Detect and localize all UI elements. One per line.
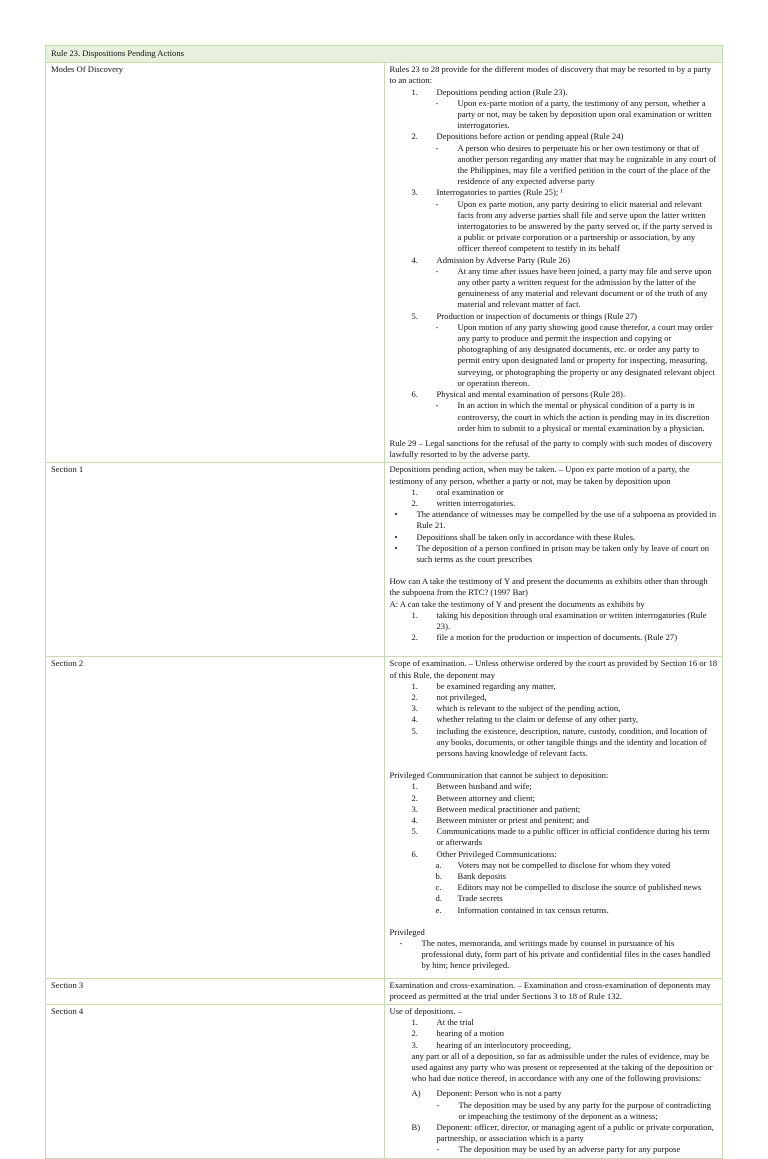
list-text: oral examination or (436, 486, 504, 497)
list-number: 2. (411, 792, 418, 803)
list-item (390, 498, 719, 509)
dash-marker: - (399, 938, 403, 949)
list-number: 2. (411, 1028, 418, 1039)
list-number: 6. (411, 389, 418, 400)
dash-text: The deposition may be used by any party for the purpose of contradicting or impeaching the testimony of the deponent as a witness; (458, 1099, 711, 1121)
table-header: Rule 23. Dispositions Pending Actions (46, 46, 723, 63)
list-number: 1. (411, 781, 418, 792)
list-text: Trade secrets (457, 893, 503, 904)
list-number: 1. (411, 1017, 418, 1028)
list-item (390, 681, 719, 692)
deponent-item-a (390, 1088, 719, 1099)
list-number: 5. (411, 826, 418, 837)
list-text: taking his deposition through oral examination or written interrogatories (Rule 23). (436, 609, 707, 631)
bullet-text: The deposition of a person confined in prison may be taken only by leave of court on such terms as the court prescribes (416, 542, 710, 564)
privileged-heading: Privileged (389, 926, 425, 937)
dash-marker: - (435, 97, 439, 108)
list-number: 1. (411, 486, 418, 497)
bullet-marker: • (394, 509, 398, 520)
dash-item (390, 938, 719, 972)
row-content-section-3: Examination and cross-examination. – Examination and cross-examination of deponents may proceed as permitted at the trial under Sections 3 to 18 of Rule 132. (384, 978, 723, 1004)
list-text: Depositions pending action (Rule 23). (436, 86, 568, 97)
sub-list-item (390, 871, 719, 882)
list-number: 5. (411, 725, 418, 736)
privileged-communication-title: Privileged Communication that cannot be subject to deposition: (389, 770, 609, 781)
list-number: 2. (411, 497, 418, 508)
dash-text: The deposition may be used by an adverse party for any purpose (458, 1144, 681, 1155)
list-number: 6. (411, 848, 418, 859)
table-row-section-4 (46, 1005, 723, 1159)
table-row-section-2 (46, 657, 723, 978)
sub-list-item (390, 905, 719, 916)
list-text: including the existence, description, nature, custody, condition, and location of any books, documents, or other tangible things and the identity and location of persons having knowledge of relevant facts. (436, 725, 708, 758)
modes-item-1 (390, 87, 719, 132)
list-text: whether relating to the claim or defense of any other party, (436, 714, 639, 725)
dash-marker: - (436, 1144, 440, 1155)
list-number: 3. (411, 803, 418, 814)
rules-table (45, 45, 723, 1159)
list-item (390, 826, 719, 848)
list-item (390, 793, 719, 804)
list-letter: a. (435, 859, 442, 870)
list-letter: b. (435, 871, 442, 882)
list-item (390, 849, 719, 860)
sub-list-item (390, 882, 719, 893)
list-text: Other Privileged Communications: (436, 848, 557, 859)
list-text: Physical and mental examination of persons (Rule 28). (436, 389, 626, 400)
list-number: 3. (411, 1039, 418, 1050)
section-2-intro: Scope of examination. – Unless otherwise ordered by the court as provided by Section 16 or 18 of this Rule, the deponent may (389, 658, 718, 680)
list-item (390, 1040, 719, 1051)
sub-list-item (390, 893, 719, 904)
list-number: 1. (411, 680, 418, 691)
dash-marker: - (435, 142, 439, 153)
list-text: Between attorney and client; (436, 792, 536, 803)
list-text: file a motion for the production or inspection of documents. (Rule 27) (436, 632, 678, 643)
list-text: Between husband and wife; (436, 781, 532, 792)
modes-intro: Rules 23 to 28 provide for the different modes of discovery that may be resorted to by a party to an action: (389, 64, 712, 86)
list-item (390, 610, 719, 632)
deponent-item-b (390, 1122, 719, 1144)
row-label-section-4: Section 4 (46, 1005, 385, 1159)
dash-item (390, 1100, 719, 1122)
modes-item-3 (390, 187, 719, 254)
dash-text: Upon ex parte motion, any party desiring to elicit material and relevant facts from any adverse parties shall file and serve upon the latter written interrogatories to be answered by the party served or, if the party served is a public or private corporation or a partnership or association, by any officer thereof competent to testify in its behalf (457, 198, 713, 254)
list-text: hearing of a motion (436, 1028, 505, 1039)
dash-text: Upon motion of any party showing good cause therefor, a court may order any party to produce and permit the inspection and copying or photographing of any designated documents, etc. or order any party to permit entry upon designated land or property for inspecting, measuring, surveying, or photographing the property or any designated relevant object or operation thereon. (457, 321, 715, 388)
row-label-section-1: Section 1 (46, 463, 385, 657)
modes-item-6 (390, 389, 719, 434)
list-text: Admission by Adverse Party (Rule 26) (436, 254, 570, 265)
list-letter: d. (435, 893, 442, 904)
list-item (390, 692, 719, 703)
table-row-modes (46, 63, 723, 463)
list-letter: e. (435, 904, 442, 915)
table-header-row (46, 46, 723, 63)
bullet-item (390, 532, 719, 543)
list-item (390, 804, 719, 815)
list-number: 3. (411, 703, 418, 714)
row-content-section-2 (384, 657, 723, 978)
list-text: which is relevant to the subject of the pending action, (436, 703, 621, 714)
section-4-intro: Use of depositions. – (389, 1006, 463, 1017)
list-item (390, 632, 719, 643)
list-number: 2. (411, 632, 418, 643)
list-text: Between minister or priest and penitent; and (436, 815, 589, 825)
list-text: Information contained in tax census returns. (457, 904, 609, 915)
list-text: Deponent: officer, director, or managing agent of a public or private corporation, partnership, or association which is a party (436, 1122, 714, 1144)
list-number: 2. (411, 131, 418, 142)
list-item (390, 1017, 719, 1028)
list-item (390, 714, 719, 725)
list-number: 1. (411, 609, 418, 620)
list-text: Communications made to a public officer in official confidence during his term or afterwards (436, 826, 710, 848)
section-1-intro: Depositions pending action, when may be taken. – Upon ex parte motion of a party, the testimony of any person, whether a party or not, may be taken by deposition upon (389, 464, 690, 486)
list-item (390, 726, 719, 760)
list-letter: c. (435, 882, 442, 893)
table-row-section-1 (46, 463, 723, 657)
dash-text: At any time after issues have been joined, a party may file and serve upon any other party a written request for the admission by the latter of the genuineness of any material and relevant document or of the truth of any material and relevant matter of fact. (457, 265, 712, 310)
list-item (390, 1028, 719, 1039)
list-number: 5. (411, 310, 418, 321)
list-text: written interrogatories. (436, 497, 516, 508)
bullet-item (390, 509, 719, 531)
dash-text: In an action in which the mental or physical condition of a party is in controversy, the court in which the action is pending may in its discretion order him to submit to a physical or mental examination by a physician. (457, 400, 710, 433)
list-text: At the trial (436, 1017, 474, 1028)
list-item (390, 487, 719, 498)
list-number: 4. (411, 815, 418, 825)
list-number: 4. (411, 714, 418, 725)
list-text: Production or inspection of documents or things (Rule 27) (436, 310, 637, 321)
rule-29-note: Rule 29 – Legal sanctions for the refusal of the party to comply with such modes of discovery lawfully resorted to by the adverse party. (389, 437, 713, 460)
section-4-paragraph: any part or all of a deposition, so far as admissible under the rules of evidence, may be used against any party who was present or represented at the taking of the deposition or who had due notice thereof, in accordance with any one of the following provisions: (411, 1050, 713, 1084)
list-text: Voters may not be compelled to disclose for whom they voted (457, 859, 671, 870)
bullet-marker: • (394, 542, 398, 553)
dash-marker: - (436, 1099, 440, 1110)
bar-answer: A: A can take the testimony of Y and present the documents as exhibits by (389, 598, 645, 609)
table-row-section-3 (46, 978, 723, 1004)
list-text: Bank deposits (457, 871, 506, 882)
modes-item-2 (390, 131, 719, 187)
list-text: Interrogatories to parties (Rule 25); ¹ (436, 187, 563, 198)
row-label-section-3: Section 3 (46, 978, 385, 1004)
list-text: Editors may not be compelled to disclose the source of published news (457, 882, 702, 893)
row-label-section-2: Section 2 (46, 657, 385, 978)
list-number: 1. (411, 86, 418, 97)
list-item (390, 781, 719, 792)
list-item (390, 815, 719, 826)
list-text: Deponent: Person who is not a party (436, 1088, 562, 1099)
list-number: 3. (411, 187, 418, 198)
dash-marker: - (435, 198, 439, 209)
dash-marker: - (435, 265, 439, 276)
list-text: Between medical practitioner and patient; (436, 803, 581, 814)
document-page (45, 45, 723, 1159)
row-label-modes: Modes Of Discovery (46, 63, 385, 463)
dash-text: The notes, memoranda, and writings made by counsel in pursuance of his professional duty, form part of his private and confidential files in the cases handled by him; hence privileged. (421, 938, 711, 971)
row-content-modes (384, 63, 723, 463)
bullet-text: The attendance of witnesses may be compelled by the use of a subpoena as provided in Rule 21. (416, 509, 716, 531)
list-item (390, 703, 719, 714)
list-text: hearing of an interlocutory proceeding, (436, 1039, 571, 1050)
list-letter: B) (411, 1122, 421, 1133)
list-letter: A) (411, 1088, 421, 1099)
row-content-section-1 (384, 463, 723, 657)
list-text: not privileged, (436, 691, 487, 702)
dash-text: A person who desires to perpetuate his or her own testimony or that of another person regarding any matter that may be cognizable in any court of the Philippines, may file a verified petition in the court of the place of the residence of any expected adverse party (457, 142, 717, 187)
bar-question: How can A take the testimony of Y and present the documents as exhibits other than through the subpoena from the RTC? (1997 Bar) (389, 576, 708, 598)
list-number: 2. (411, 691, 418, 702)
bullet-marker: • (394, 531, 398, 542)
dash-marker: - (435, 321, 439, 332)
dash-item (390, 1144, 719, 1155)
modes-item-4 (390, 255, 719, 311)
list-text: Depositions before action or pending appeal (Rule 24) (436, 131, 624, 142)
dash-marker: - (435, 400, 439, 411)
bullet-text: Depositions shall be taken only in accordance with these Rules. (416, 531, 636, 542)
bullet-item (390, 543, 719, 565)
list-number: 4. (411, 254, 418, 265)
modes-item-5 (390, 311, 719, 389)
list-text: be examined regarding any matter, (436, 680, 556, 691)
row-content-section-4 (384, 1005, 723, 1159)
dash-text: Upon ex-parte motion of a party, the testimony of any person, whether a party or not, may be taken by deposition upon oral examination or written interrogatories. (457, 97, 712, 131)
sub-list-item (390, 860, 719, 871)
